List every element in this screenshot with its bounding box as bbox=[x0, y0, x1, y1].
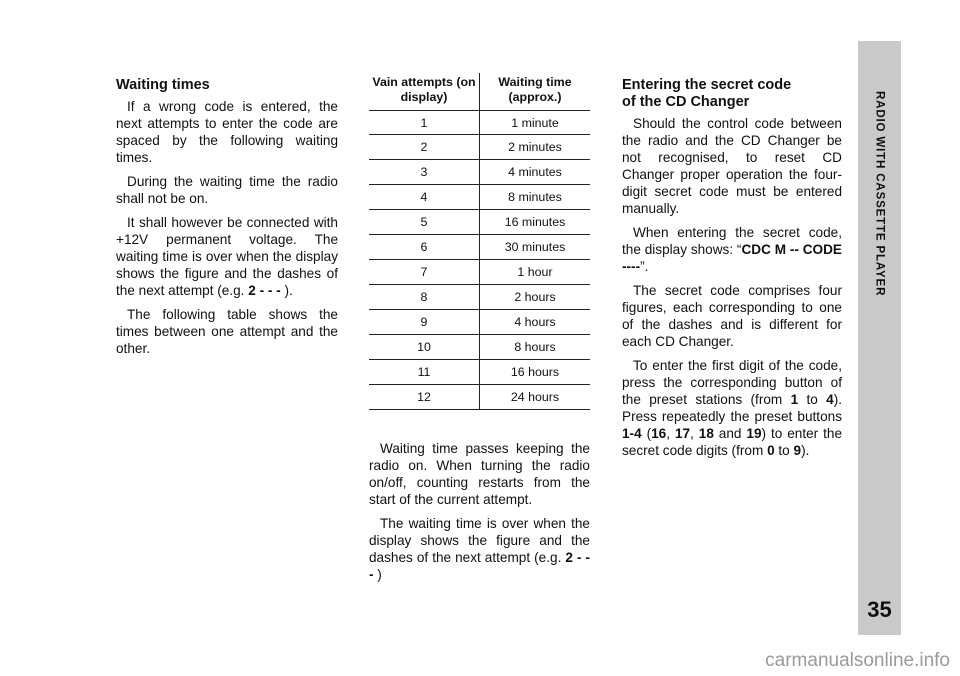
page-number: 35 bbox=[867, 597, 892, 622]
paragraph: The secret code comprises four figures, each corresponding to one of the dashes and is different for each CD Changer. bbox=[622, 283, 842, 349]
paragraph: During the waiting time the radio shall not be on. bbox=[116, 174, 338, 206]
paragraph: Should the control code between the radio and the CD Changer be not recognised, to reset CD Changer proper operation the four-digit secret code must be entered manually. bbox=[622, 116, 842, 216]
table-row bbox=[369, 310, 590, 335]
attempt-cell: 1 bbox=[369, 111, 480, 135]
waiting-time-cell: 1 minute bbox=[480, 111, 591, 135]
header-waiting-time: Waiting time (approx.) bbox=[480, 73, 591, 111]
paragraph: If a wrong code is entered, the next attempts to enter the code are spaced by the following waiting times. bbox=[116, 99, 338, 165]
attempt-cell: 11 bbox=[369, 360, 480, 385]
waiting-time-cell: 16 hours bbox=[480, 360, 591, 385]
waiting-times-heading: Waiting times bbox=[116, 77, 210, 93]
right-column bbox=[622, 77, 842, 466]
attempt-cell: 4 bbox=[369, 185, 480, 210]
waiting-time-cell: 1 hour bbox=[480, 260, 591, 285]
header-vain-attempts: Vain attempts (on display) bbox=[369, 73, 480, 111]
table-row bbox=[369, 360, 590, 385]
waiting-time-cell: 8 minutes bbox=[480, 185, 591, 210]
attempt-cell: 10 bbox=[369, 335, 480, 360]
cd-changer-heading: Entering the secret code of the CD Changer bbox=[622, 77, 792, 110]
waiting-time-cell: 16 minutes bbox=[480, 210, 591, 235]
paragraph: It shall however be connected with +12V permanent voltage. The waiting time is over when the display shows the figure and the dashes of the next attempt (e.g. 2 - - - ). bbox=[116, 215, 338, 298]
paragraph: When entering the secret code, the display shows: “CDC M -- CODE ----”. bbox=[622, 225, 842, 274]
table-row bbox=[369, 285, 590, 310]
waiting-time-cell: 2 hours bbox=[480, 285, 591, 310]
attempt-cell: 3 bbox=[369, 160, 480, 185]
table-row bbox=[369, 185, 590, 210]
attempt-cell: 7 bbox=[369, 260, 480, 285]
waiting-time-cell: 2 minutes bbox=[480, 135, 591, 160]
paragraph: Waiting time passes keeping the radio on. When turning the radio on/off, counting restarts from the start of the current attempt. bbox=[369, 441, 590, 507]
table-row bbox=[369, 160, 590, 185]
waiting-time-cell: 30 minutes bbox=[480, 235, 591, 260]
attempt-cell: 12 bbox=[369, 385, 480, 410]
table-row bbox=[369, 235, 590, 260]
waiting-times-table bbox=[369, 73, 590, 410]
section-title: RADIO WITH CASSETTE PLAYER bbox=[873, 91, 886, 297]
attempt-cell: 9 bbox=[369, 310, 480, 335]
waiting-time-cell: 4 minutes bbox=[480, 160, 591, 185]
waiting-time-cell: 24 hours bbox=[480, 385, 591, 410]
table-row bbox=[369, 135, 590, 160]
table-row bbox=[369, 111, 590, 135]
table-row bbox=[369, 210, 590, 235]
attempt-cell: 5 bbox=[369, 210, 480, 235]
table-row bbox=[369, 260, 590, 285]
paragraph: The waiting time is over when the display shows the figure and the dashes of the next attempt (e.g. 2 - - - ) bbox=[369, 516, 590, 582]
middle-column-text bbox=[369, 440, 590, 590]
paragraph: To enter the first digit of the code, press the corresponding button of the preset stations (from 1 to 4). Press repeatedly the preset buttons 1-4 (16, 17, 18 and 19) to enter the secret code digits (from 0 to 9). bbox=[622, 358, 843, 458]
attempt-cell: 2 bbox=[369, 135, 480, 160]
section-sidebar bbox=[858, 41, 901, 635]
attempt-cell: 6 bbox=[369, 235, 480, 260]
attempt-cell: 8 bbox=[369, 285, 480, 310]
table-row bbox=[369, 335, 590, 360]
table-row bbox=[369, 385, 590, 410]
paragraph: The following table shows the times between one attempt and the other. bbox=[116, 307, 338, 356]
watermark: carmanualsonline.info bbox=[765, 650, 950, 671]
waiting-time-cell: 4 hours bbox=[480, 310, 591, 335]
left-column bbox=[116, 77, 338, 364]
waiting-time-cell: 8 hours bbox=[480, 335, 591, 360]
